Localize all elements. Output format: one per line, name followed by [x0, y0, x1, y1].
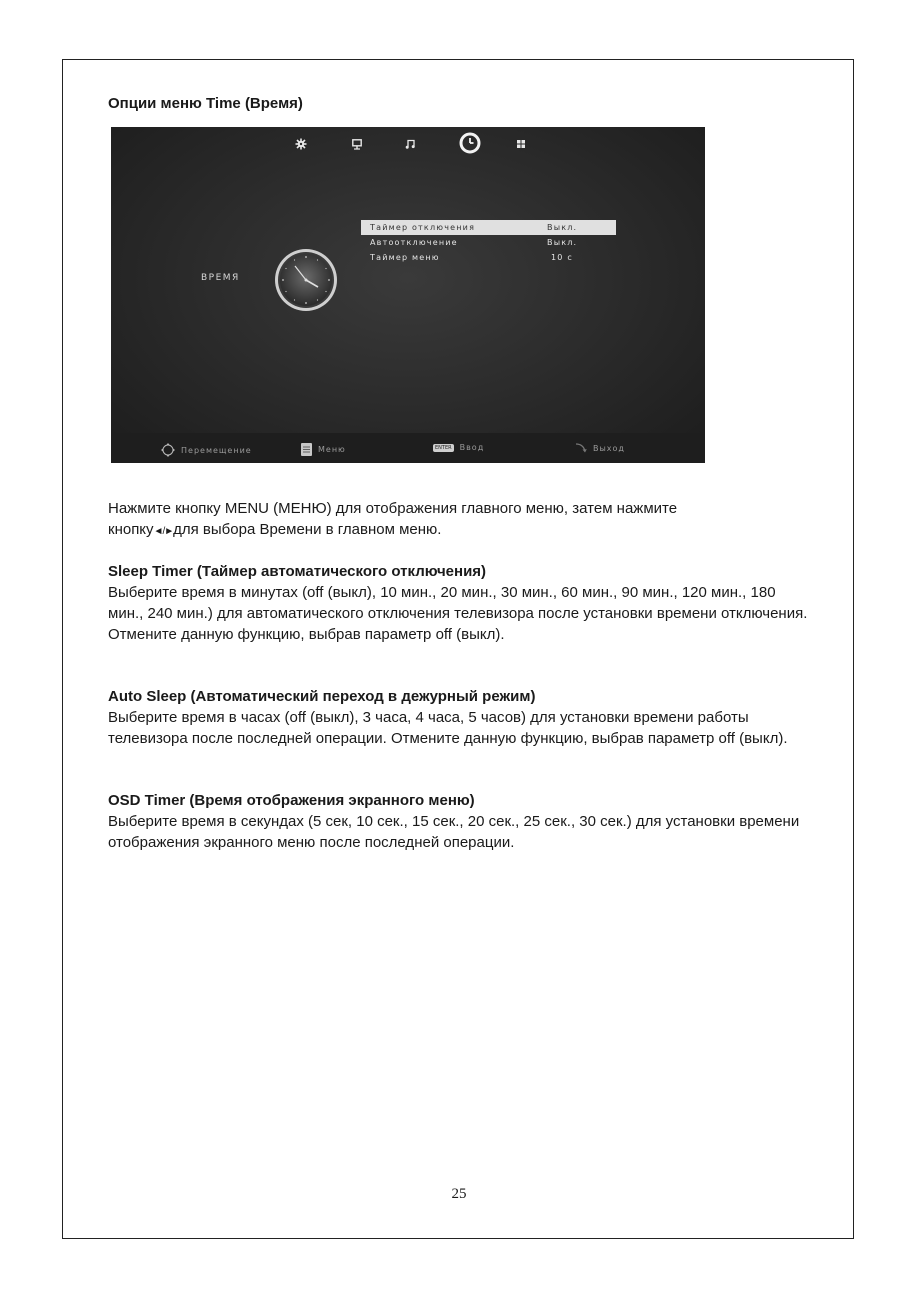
menu-item-label: Таймер меню	[370, 253, 440, 262]
menu-item-value: Выкл.	[547, 238, 578, 247]
footer-move-hint	[161, 443, 252, 457]
menu-item-value: Выкл.	[547, 223, 578, 232]
monitor-icon[interactable]	[347, 134, 367, 154]
sleep-timer-heading: Sleep Timer (Таймер автоматического отключения)	[108, 563, 487, 580]
tv-menu-screenshot	[111, 127, 705, 463]
grid-icon[interactable]	[511, 134, 531, 154]
menu-item-sleep-timer[interactable]	[361, 220, 616, 235]
music-note-icon[interactable]	[400, 134, 420, 154]
intro-line-2-suffix: для выбора Времени в главном меню.	[173, 521, 442, 538]
osd-timer-section	[108, 790, 808, 853]
footer-menu-label: Меню	[318, 445, 346, 454]
menu-item-value: 10 с	[551, 253, 573, 262]
auto-sleep-heading: Auto Sleep (Автоматический переход в дежурный режим)	[108, 688, 536, 705]
osd-timer-heading: OSD Timer (Время отображения экранного меню)	[108, 792, 475, 809]
auto-sleep-section	[108, 686, 808, 749]
exit-arrow-icon	[575, 443, 587, 453]
enter-key-badge: ENTER	[435, 444, 452, 451]
footer-exit-hint	[575, 443, 625, 453]
intro-line-1: Нажмите кнопку MENU (МЕНЮ) для отображения главного меню, затем нажмите	[108, 500, 678, 517]
menu-item-auto-sleep[interactable]	[361, 235, 616, 250]
sleep-timer-text: Выберите время в минутах (off (выкл), 10 мин., 20 мин., 30 мин., 60 мин., 90 мин., 120 мин., 180 мин., 240 мин.) для автоматического отключения телевизора после установки времени отключения. Отмените данную функцию, выбрав параметр off (выкл).	[108, 584, 808, 643]
footer-enter-label: Ввод	[459, 443, 485, 452]
left-right-arrows-icon: ◄/►	[153, 526, 174, 537]
sleep-timer-section	[108, 561, 808, 645]
footer-menu-hint	[301, 443, 346, 456]
auto-sleep-text: Выберите время в часах (off (выкл), 3 часа, 4 часа, 5 часов) для установки времени работы телевизора после последней операции. Отмените данную функцию, выбрав параметр off (выкл).	[108, 709, 788, 747]
intro-line-2-prefix: кнопку	[108, 521, 154, 538]
intro-paragraph	[108, 498, 808, 542]
gear-icon[interactable]	[291, 134, 311, 154]
clock-illustration	[273, 247, 339, 318]
page-number: 25	[451, 1186, 467, 1202]
menu-item-osd-timer[interactable]	[361, 250, 616, 265]
clock-icon[interactable]	[459, 132, 481, 154]
menu-footer	[111, 433, 705, 463]
section-title: Опции меню Time (Время)	[108, 95, 303, 112]
osd-timer-text: Выберите время в секундах (5 сек, 10 сек., 15 сек., 20 сек., 25 сек., 30 сек.) для установки времени отображения экранного меню после последней операции.	[108, 813, 800, 851]
footer-exit-label: Выход	[593, 443, 625, 453]
menu-item-label: Таймер отключения	[370, 223, 476, 232]
menu-tab-bar	[111, 127, 705, 161]
menu-document-icon	[301, 443, 312, 456]
footer-move-label: Перемещение	[181, 445, 252, 455]
dpad-icon	[161, 443, 175, 457]
footer-enter-hint	[433, 443, 484, 452]
time-menu-list	[361, 220, 616, 265]
menu-section-label: ВРЕМЯ	[201, 273, 240, 283]
menu-item-label: Автоотключение	[370, 238, 458, 247]
